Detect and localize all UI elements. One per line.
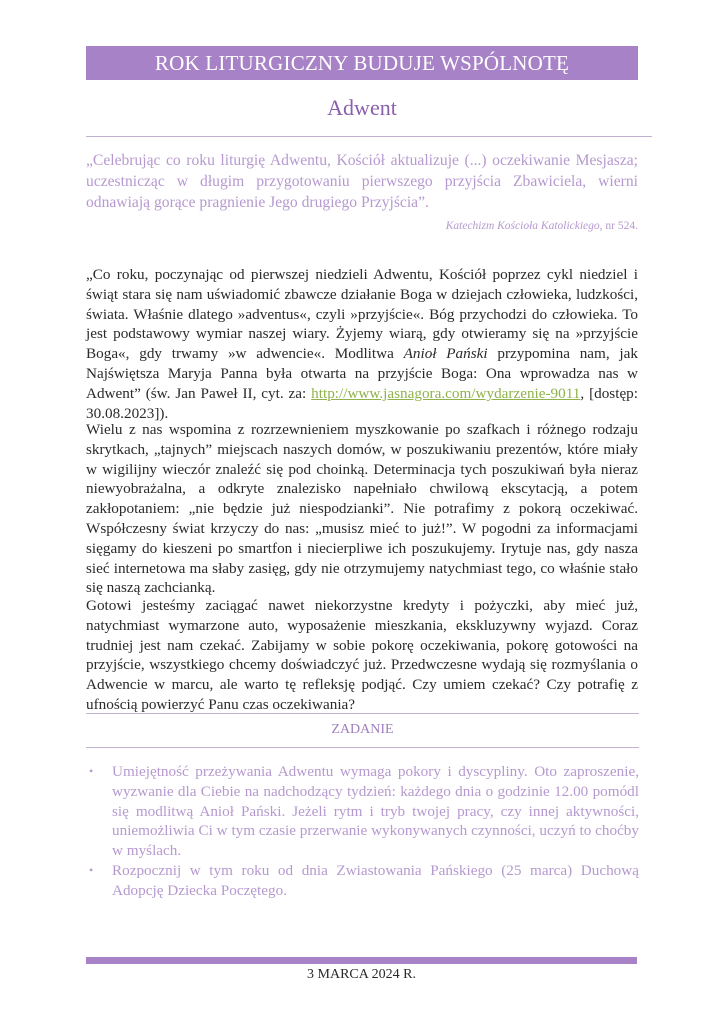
- footer-bar: [86, 957, 637, 964]
- task-heading: ZADANIE: [331, 722, 394, 737]
- divider: [86, 713, 639, 714]
- access-date: , [dostęp: 30.08.2023]).: [86, 384, 638, 422]
- section-title: Adwent: [327, 95, 397, 120]
- task-item: [86, 861, 639, 901]
- task-item-text: Umiejętność przeżywania Adwentu wymaga pokory i dyscypliny. Oto zaproszenie, wyzwanie dla Ciebie na nadchodzący tydzień: każdego dnia o godzinie 12.00 pomódl się modlitwą Anioł Pański. Jeżeli rytm i tryb twojej pracy, czy innej aktywności, uniemożliwia Ci w tym czasie przerwanie wykonywanych czynności, uczyń to choćby w myślach.: [112, 763, 639, 860]
- divider: [86, 747, 639, 748]
- task-item: [86, 762, 639, 861]
- quote-source: [86, 220, 638, 232]
- task-list: [86, 762, 639, 901]
- paragraph-2: Wielu z nas wspomina z rozrzewnieniem myszkowanie po szafkach i różnego rodzaju skrytkach, „tajnych” miejscach naszych domów, w poszukiwaniu prezentów, które miały w wigilijny wieczór znaleźć się pod choinką. Determinacja tych poszukiwań była nieraz niewyobrażalna, a odkryte znalezisko napełniało chwilową ekscytacją, a potem zakłopotaniem: „nie będzie już niespodzianki”. Nie potrafimy z pokorą oczekiwać. Współczesny świat krzyczy do nas: „musisz mieć to już!”. W pogodni za informacjami sięgamy do kieszeni po smartfon i niecierpliwe ich poszukujemy. Irytuje nas, gdy nasza sieć internetowa ma słaby zasięg, gdy nie otrzymujemy natychmiast tego, co właśnie stało się naszą zachcianką.: [86, 421, 638, 597]
- prayer-title: Anioł Pański: [403, 345, 488, 363]
- quote-source-number: , nr 524.: [599, 220, 638, 232]
- page-title: ROK LITURGICZNY BUDUJE WSPÓLNOTĘ: [154, 51, 570, 75]
- catechism-quote: „Celebrując co roku liturgię Adwentu, Kościół aktualizuje (...) oczekiwanie Mesjasza; uczestnicząc w długim przygotowaniu pierwszego przyjścia Zbawiciela, wierni odnawiają gorące pragnienie Jego drugiego Przyjścia”.: [86, 152, 638, 211]
- paragraph-1-text-cont: przypomina nam, jak Najświętsza Maryja Panna była otwarta na przyjście Boga: Ona wprowadza nas w Adwent” (św. Jan Paweł II, cyt. za:: [86, 345, 638, 402]
- page-header-banner: [86, 46, 638, 80]
- bullet-icon: •: [89, 764, 94, 778]
- source-link[interactable]: http://www.jasnagora.com/wydarzenie-9011: [311, 384, 581, 402]
- paragraph-1: [86, 265, 638, 423]
- paragraph-3: Gotowi jesteśmy zaciągać nawet niekorzystne kredyty i pożyczki, aby mieć już, natychmiast wymarzone auto, wyposażenie mieszkania, ekskluzywny wyjazd. Coraz trudniej jest nam czekać. Zabijamy w sobie pokorę oczekiwania, pokorę gotowości na przyjście, wszystkiego chcemy doświadczyć już. Przedwczesne wydają się rozmyślania o Adwencie w marcu, ale warto tę refleksję podjąć. Czy umiem czekać? Czy potrafię z ufnością powierzyć Panu czas oczekiwania?: [86, 597, 638, 713]
- footer-date: 3 MARCA 2024 R.: [307, 967, 416, 982]
- quote-source-title: Katechizm Kościoła Katolickiego: [445, 220, 600, 232]
- bullet-icon: •: [89, 862, 94, 877]
- paragraph-1-text: „Co roku, poczynając od pierwszej niedzieli Adwentu, Kościół poprzez cykl niedziel i świąt stara się nam uświadomić zbawcze działanie Boga w dziejach człowieka, ludzkości, świata. Właśnie dlatego »adventus«, czyli »przyjście«. Bóg przychodzi do człowieka. To jest podstawowy wymiar naszej wiary. Żyjemy wiarą, gdy otwieramy się na »przyjście Boga«, gdy trwamy »w adwencie«. Modlitwa: [86, 266, 638, 363]
- divider: [86, 136, 652, 137]
- task-item-text: Rozpocznij w tym roku od dnia Zwiastowania Pańskiego (25 marca) Duchową Adopcję Dziecka Poczętego.: [112, 861, 639, 899]
